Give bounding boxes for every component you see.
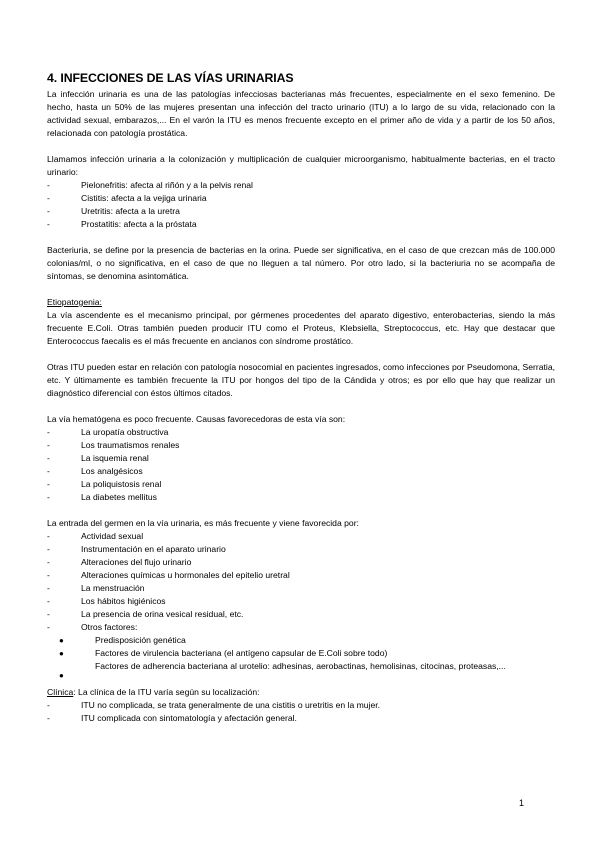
infection-types-list bbox=[47, 179, 555, 231]
bullet-icon: ● bbox=[59, 671, 64, 680]
hematogena-paragraph: La vía hematógena es poco frecuente. Causas favorecedoras de esta vía son: bbox=[47, 414, 346, 424]
intro-paragraph: La infección urinaria es una de las patologías infecciosas bacterianas más frecuentes, especialmente en el sexo femenino. De hecho, hasta un 50% de las mujeres presentan una infección del tracto urinario (ITU) a lo largo de su vida, relacionado con la actividad sexual, embarazos,... En el varón la ITU es menos frecuente excepto en el primer año de vida y a partir de los 50 años, relacionada con patología prostática. bbox=[47, 89, 555, 138]
document-page bbox=[47, 71, 555, 725]
sub-list-item: ● Factores de virulencia bacteriana (el antígeno capsular de E.Coli sobre todo) bbox=[59, 648, 388, 658]
list-item: - Cistitis: afecta a la vejiga urinaria bbox=[47, 192, 555, 205]
clinica-paragraph: Clínica: La clínica de la ITU varía según su localización: bbox=[47, 687, 260, 697]
bullet-icon: ● bbox=[59, 649, 64, 658]
list-item: - Otros factores: bbox=[47, 621, 555, 634]
list-item: - ITU complicada con sintomatología y afectación general. bbox=[47, 712, 555, 725]
list-item: - Alteraciones del flujo urinario bbox=[47, 556, 555, 569]
entrada-paragraph: La entrada del germen en la vía urinaria, es más frecuente y viene favorecida por: bbox=[47, 518, 359, 528]
bacteriuria-paragraph: Bacteriuria, se define por la presencia de bacterias en la orina. Puede ser significativa, en el caso de que crezcan más de 100.000 colonias/ml, o no significativa, en el caso de que no lleguen a tal número. Por otro lado, si la bacteriuria no se acompaña de síntomas, se denomina asintomática. bbox=[47, 245, 555, 281]
list-item: - Pielonefritis: afecta al riñón y a la pelvis renal bbox=[47, 179, 555, 192]
list-item: - La uropatía obstructiva bbox=[47, 426, 555, 439]
list-item: - ITU no complicada, se trata generalmente de una cistitis o uretritis en la mujer. bbox=[47, 699, 555, 712]
list-item: - La diabetes mellitus bbox=[47, 491, 555, 504]
bullet-icon: ● bbox=[59, 636, 64, 645]
sub-list-item: ● Factores de adherencia bacteriana al urotelio: adhesinas, aerobactinas, hemolisinas, citocinas, proteasas,... bbox=[59, 661, 506, 680]
hematogena-causes-list bbox=[47, 426, 555, 504]
section-title: 4. INFECCIONES DE LAS VÍAS URINARIAS bbox=[47, 71, 294, 85]
list-item: - Instrumentación en el aparato urinario bbox=[47, 543, 555, 556]
list-item: - La presencia de orina vesical residual, etc. bbox=[47, 608, 555, 621]
list-item: - Prostatitis: afecta a la próstata bbox=[47, 218, 555, 231]
list-item: - Uretritis: afecta a la uretra bbox=[47, 205, 555, 218]
etiopatogenia-heading: Etiopatogenia: bbox=[47, 297, 102, 307]
list-item: - Los hábitos higiénicos bbox=[47, 595, 555, 608]
other-factors-list bbox=[47, 634, 555, 680]
list-item: - La isquemia renal bbox=[47, 452, 555, 465]
list-item: - La menstruación bbox=[47, 582, 555, 595]
sub-list-item: ● Predisposición genética bbox=[59, 635, 186, 645]
list-item: - Los traumatismos renales bbox=[47, 439, 555, 452]
page-number: 1 bbox=[519, 798, 525, 808]
list-item: - Los analgésicos bbox=[47, 465, 555, 478]
clinica-heading: Clínica bbox=[47, 687, 74, 697]
etiopatogenia-paragraph-2: Otras ITU pueden estar en relación con patología nosocomial en pacientes ingresados, como infecciones por Pseudomona, Serratia, etc. Y últimamente es también frecuente la ITU por hongos del tipo de la Cándida y otros; es por ello que hay que realizar un diagnóstico diferencial con éstos últimos citados. bbox=[47, 362, 555, 398]
etiopatogenia-paragraph-1: La vía ascendente es el mecanismo principal, por gérmenes procedentes del aparato digestivo, enterobacterias, siendo la más frecuente E.Coli. Otras también pueden producir ITU como el Proteus, Klebsiella, Streptococcus, etc. Hay que destacar que Enterococcus faecalis es el más frecuente en ancianos con síndrome prostático. bbox=[47, 310, 555, 346]
list-item: - La poliquistosis renal bbox=[47, 478, 555, 491]
clinica-list bbox=[47, 699, 555, 725]
definition-paragraph: Llamamos infección urinaria a la colonización y multiplicación de cualquier microorganismo, habitualmente bacterias, en el tracto urinario: bbox=[47, 154, 555, 177]
entrada-factors-list bbox=[47, 530, 555, 634]
list-item: - Alteraciones químicas u hormonales del epitelio uretral bbox=[47, 569, 555, 582]
list-item: - Actividad sexual bbox=[47, 530, 555, 543]
